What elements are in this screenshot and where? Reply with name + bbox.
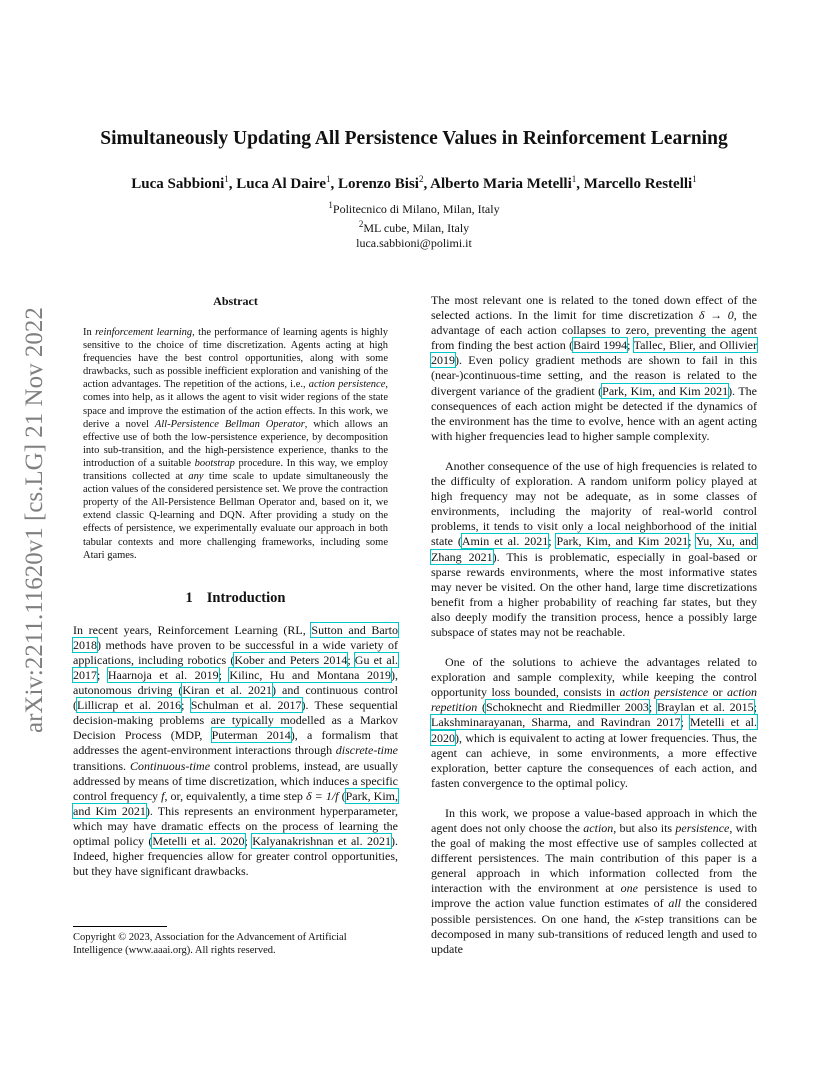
arxiv-identifier: arXiv:2211.11620v1 [cs.LG] 21 Nov 2022 <box>21 307 48 733</box>
author-email: luca.sabbioni@polimi.it <box>356 236 472 250</box>
affiliation-text: ML cube, Milan, Italy <box>363 221 470 235</box>
math-inline: δ → 0 <box>698 308 734 323</box>
affiliation-line <box>200 217 628 236</box>
author-list: Luca Sabbioni$^1$, Luca Al Daire$^1$, Lorenzo Bisi$^2$, Alberto Maria Metelli$^1$, Marcello Restelli$^1$ <box>131 174 697 192</box>
author-name: Marcello Restelli <box>583 176 693 192</box>
author-affiliation-mark: 1 <box>571 174 577 184</box>
citation-link[interactable]: Amin et al. 2021 <box>461 534 549 549</box>
footnote-rule <box>73 926 167 927</box>
author-name: Lorenzo Bisi <box>337 176 419 192</box>
citation-link[interactable]: Park, Kim, and Kim 2021 <box>73 788 398 818</box>
section-title: Introduction <box>206 589 286 606</box>
math-inline: κ̄ <box>634 911 641 926</box>
citation-link[interactable]: Kilinc, Hu and Montana 2019 <box>229 667 391 682</box>
abstract-body: In reinforcement learning, the performance of learning agents is highly sensitive to the choice of time discretization. Agents acting at high frequencies have the best control opportunities, along with some drawbacks, such as possible inefficient exploration and vanishing of the action advantages. The repetition of the actions, i.e., action persistence, comes into help, as it allows the agent to visit wider regions of the state space and improve the estimation of the action effects. In this work, we derive a novel All-Persistence Bellman Operator, which allows an effective use of both the low-persistence experience, by decomposition into sub-transition, and the high-persistence experience, thanks to the introduction of a suitable bootstrap procedure. In this way, we employ transitions collected at any time scale to update simultaneously the action values of the considered persistence set. We prove the contraction property of the All-Persistence Bellman Operator and, based on it, we extend classic Q-learning and DQN. After providing a study on the effects of persistence, we experimentally evaluate our approach in both tabular contexts and more challenging frameworks, including some Atari games. <box>83 327 388 561</box>
left-column <box>73 294 398 879</box>
author-affiliation-mark: 1 <box>692 174 697 184</box>
citation-link[interactable]: Kober and Peters 2014 <box>234 652 348 667</box>
citation-link[interactable]: Park, Kim, and Kim 2021 <box>556 534 689 549</box>
body-paragraph: One of the solutions to achieve the advantages related to exploration and sample complexity, while keeping the control opportunity loss bounded, consists in action persistence or action repetition (Schoknecht and Riedmiller 2003; Braylan et al. 2015; Lakshminarayanan, Sharma, and Ravindran 2017; Metelli et al. 2020), which is equivalent to acting at lower frequencies. Thus, the agent can achieve, in some environments, a more effective exploration, better capture the consequences of each action, and fasten convergence to the optimal policy. <box>431 655 758 790</box>
citation-link[interactable]: Yu, Xu, and Zhang 2021 <box>431 534 757 564</box>
affiliation-text: Politecnico di Milano, Milan, Italy <box>332 202 500 216</box>
affiliations <box>200 198 628 251</box>
citation-link[interactable]: Gu et al. 2017 <box>73 652 399 682</box>
body-paragraph: In this work, we propose a value-based approach in which the agent does not only choose the action, but also its persistence, with the goal of making the most effective use of samples collected at different persistences. The main contribution of this paper is a general approach in which information collected from the interaction with the environment at one persistence is used to improve the action value function estimates of all the considered possible persistences. On one hand, the κ̄-step transitions can be decomposed in many sub-transitions of reduced length and used to update <box>431 805 757 956</box>
citation-link[interactable]: Puterman 2014 <box>211 728 291 743</box>
abstract-heading: Abstract <box>213 294 258 308</box>
citation-link[interactable]: Sutton and Barto 2018 <box>73 622 398 652</box>
citation-link[interactable]: Baird 1994 <box>573 338 628 353</box>
section-number: 1 <box>185 589 193 606</box>
right-column <box>431 293 757 957</box>
citation-link[interactable]: Lillicrap et al. 2016 <box>77 698 182 713</box>
citation-link[interactable]: Metelli et al. 2020 <box>152 834 245 848</box>
author-affiliation-mark: 2 <box>418 174 424 184</box>
section-heading-introduction <box>73 590 398 607</box>
affiliation-mark: 1 <box>328 200 333 210</box>
citation-link[interactable]: Park, Kim, and Kim 2021 <box>602 383 729 398</box>
author-affiliation-mark: 1 <box>224 174 229 184</box>
author-name: Alberto Maria Metelli <box>430 176 572 192</box>
citation-link[interactable]: Tallec, Blier, and Ollivier 2019 <box>431 338 757 368</box>
intro-paragraph: In recent years, Reinforcement Learning (RL, Sutton and Barto 2018) methods have proven to be successful in a wide variety of applications, including robotics (Kober and Peters 2014; Gu et al. 2017; Haarnoja et al. 2019; Kilinc, Hu and Montana 2019), autonomous driving (Kiran et al. 2021) and continuous control (Lillicrap et al. 2016; Schulman et al. 2017). These sequential decision-making problems are typically modelled as a Markov Decision Process (MDP, Puterman 2014), a formalism that addresses the agent-environment interactions through discrete-time transitions. Continuous-time control problems, instead, are usually addressed by means of time discretization, which induces a specific control frequency f, or, equivalently, a time step δ = 1/f (Park, Kim, and Kim 2021). This represents an environment hyperparameter, which may have dramatic effects on the process of learning the optimal policy (Metelli et al. 2020; Kalyanakrishnan et al. 2021). Indeed, higher frequencies allow for greater control opportunities, but they have significant drawbacks. <box>73 622 399 879</box>
math-inline: δ = 1/f <box>305 788 339 803</box>
author-name: Luca Sabbioni <box>131 176 225 192</box>
body-paragraph: Another consequence of the use of high frequencies is related to the difficulty of exploration. A random uniform policy played at high frequency may not be adequate, as in some classes of environments, including the majority of real-world control problems, it tends to visit only a local neighborhood of the initial state (Amin et al. 2021; Park, Kim, and Kim 2021; Yu, Xu, and Zhang 2021). This is problematic, especially in goal-based or sparse rewards environments, where the most informative states may never be visited. On the other hand, large time discretizations benefit from a higher probability of reaching far states, but they also deeply modify the transition process, hence a possibly large subspace of states may not be reachable. <box>431 458 757 639</box>
author-name: Luca Al Daire <box>236 176 326 192</box>
author-affiliation-mark: 1 <box>325 174 331 184</box>
math-inline: f <box>161 788 165 803</box>
citation-link[interactable]: Schulman et al. 2017 <box>190 698 302 713</box>
citation-link[interactable]: Lakshminarayanan, Sharma, and Ravindran 2017 <box>431 715 681 730</box>
body-paragraph: The most relevant one is related to the toned down effect of the selected actions. In the limit for time discretization δ → 0, the advantage of each action collapses to zero, preventing the agent from finding the best action (Baird 1994; Tallec, Blier, and Ollivier 2019). Even policy gradient methods are shown to fail in this (near-)continuous-time setting, and the reason is related to the divergent variance of the gradient (Park, Kim, and Kim 2021). The consequences of each action might be detected if the dynamics of the environment has the time to evolve, hence with an agent acting with higher frequencies lead to higher sample complexity. <box>431 293 757 443</box>
citation-link[interactable]: Kalyanakrishnan et al. 2021 <box>252 834 391 848</box>
citation-link[interactable]: Schoknecht and Riedmiller 2003 <box>485 700 649 715</box>
affiliation-mark: 2 <box>358 219 364 229</box>
citation-link[interactable]: Braylan et al. 2015 <box>657 700 754 715</box>
affiliation-line <box>200 198 628 217</box>
paper-title: Simultaneously Updating All Persistence Values in Reinforcement Learning <box>100 128 728 149</box>
citation-link[interactable]: Haarnoja et al. 2019 <box>107 667 219 682</box>
citation-link[interactable]: Kiran et al. 2021 <box>182 683 272 698</box>
copyright-notice: Copyright © 2023, Association for the Advancement of Artificial Intelligence (www.aaai.org). All rights reserved. <box>73 932 347 956</box>
citation-link[interactable]: Metelli et al. 2020 <box>431 715 758 745</box>
